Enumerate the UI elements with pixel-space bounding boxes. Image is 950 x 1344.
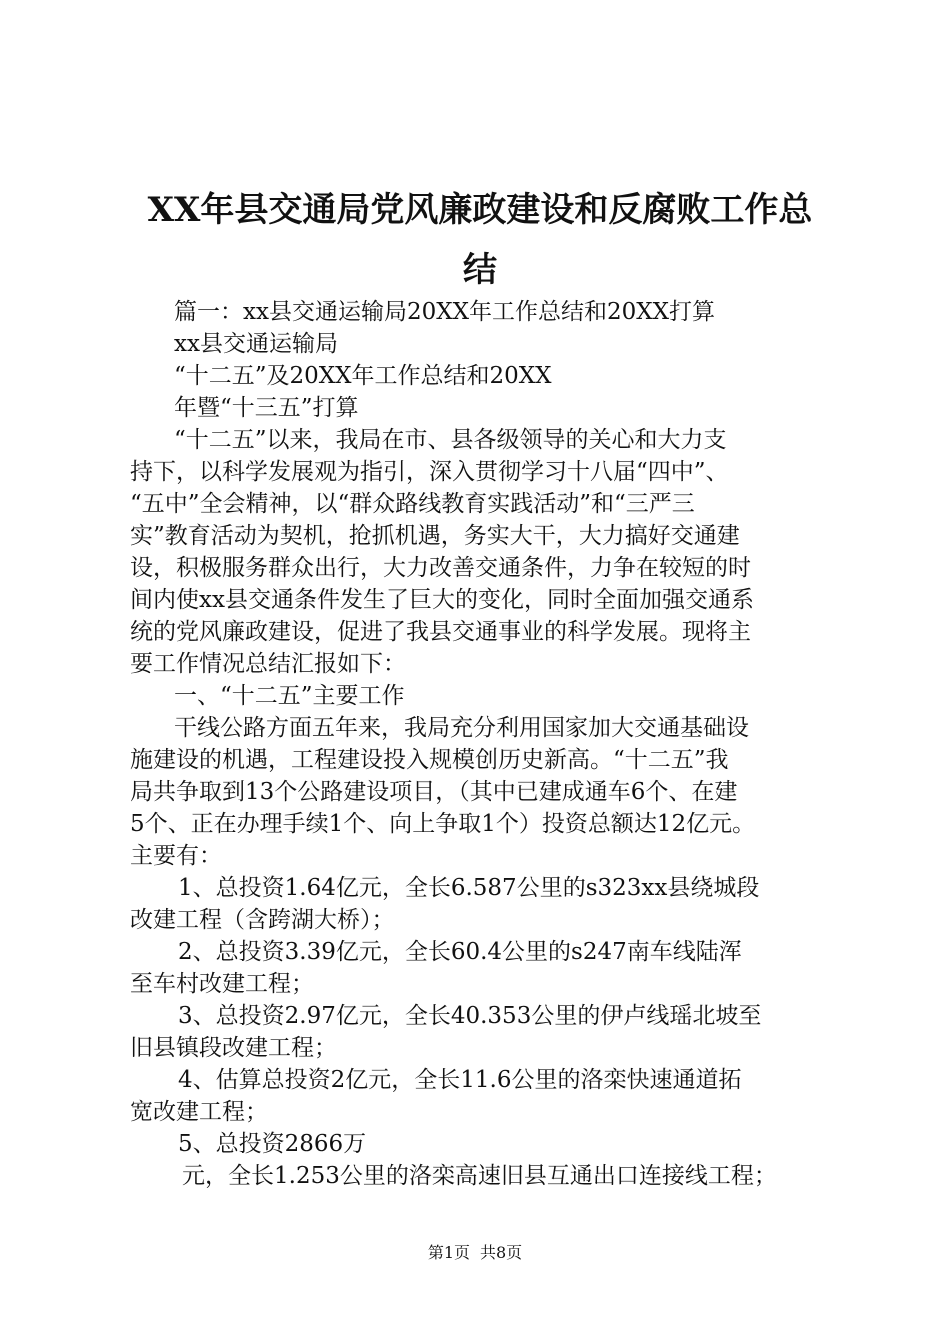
- body-line: 宽改建工程；: [130, 1099, 268, 1125]
- body-line: “五中”全会精神，以“群众路线教育实践活动”和“三严三: [130, 491, 695, 517]
- body-line: 间内使xx县交通条件发生了巨大的变化，同时全面加强交通系: [130, 587, 754, 613]
- page-footer: [0, 1243, 950, 1263]
- document-title-line-2: 结: [463, 250, 497, 290]
- body-line: 4、估算总投资2亿元，全长11.6公里的洛栾快速通道拓: [178, 1067, 742, 1093]
- body-line: “十二五”及20XX年工作总结和20XX: [174, 363, 552, 389]
- page-number: 第1页: [427, 1243, 470, 1262]
- body-line: 篇一：xx县交通运输局20XX年工作总结和20XX打算: [174, 299, 715, 325]
- body-line: 旧县镇段改建工程；: [130, 1035, 337, 1061]
- body-line: xx县交通运输局: [174, 331, 338, 357]
- body-line: 改建工程（含跨湖大桥）；: [130, 907, 395, 933]
- document-title-line-1: XX年县交通局党风廉政建设和反腐败工作总: [147, 190, 813, 230]
- body-line: 干线公路方面五年来，我局充分利用国家加大交通基础设: [174, 715, 749, 741]
- body-line: 持下，以科学发展观为指引，深入贯彻学习十八届“四中”、: [130, 459, 729, 485]
- document-body: [130, 296, 850, 1192]
- body-line: 5、总投资2866万: [178, 1131, 367, 1157]
- body-line: 施建设的机遇，工程建设投入规模创历史新高。“十二五”我: [130, 747, 729, 773]
- body-line: 设，积极服务群众出行，大力改善交通条件，力争在较短的时: [130, 555, 751, 581]
- body-line: 2、总投资3.39亿元，全长60.4公里的s247南车线陆浑: [178, 939, 742, 965]
- body-line: 3、总投资2.97亿元，全长40.353公里的伊卢线瑶北坡至: [178, 1003, 762, 1029]
- body-line: 主要有：: [130, 843, 222, 869]
- body-line: 一、“十二五”主要工作: [174, 683, 405, 709]
- body-line: “十二五”以来，我局在市、县各级领导的关心和大力支: [174, 427, 727, 453]
- body-line: 1、总投资1.64亿元，全长6.587公里的s323xx县绕城段: [178, 875, 760, 901]
- body-line: 实”教育活动为契机，抢抓机遇，务实大干，大力搞好交通建: [130, 523, 740, 549]
- body-line: 统的党风廉政建设，促进了我县交通事业的科学发展。现将主: [130, 619, 751, 645]
- body-line: 元，全长1.253公里的洛栾高速旧县互通出口连接线工程；: [182, 1163, 777, 1189]
- body-line: 要工作情况总结汇报如下：: [130, 651, 406, 677]
- body-line: 5个、正在办理手续1个、向上争取1个）投资总额达12亿元。: [130, 811, 756, 837]
- body-line: 局共争取到13个公路建设项目，（其中已建成通车6个、在建: [130, 779, 738, 805]
- page-total: 共8页: [480, 1243, 523, 1262]
- body-line: 至车村改建工程；: [130, 971, 314, 997]
- body-line: 年暨“十三五”打算: [174, 395, 359, 421]
